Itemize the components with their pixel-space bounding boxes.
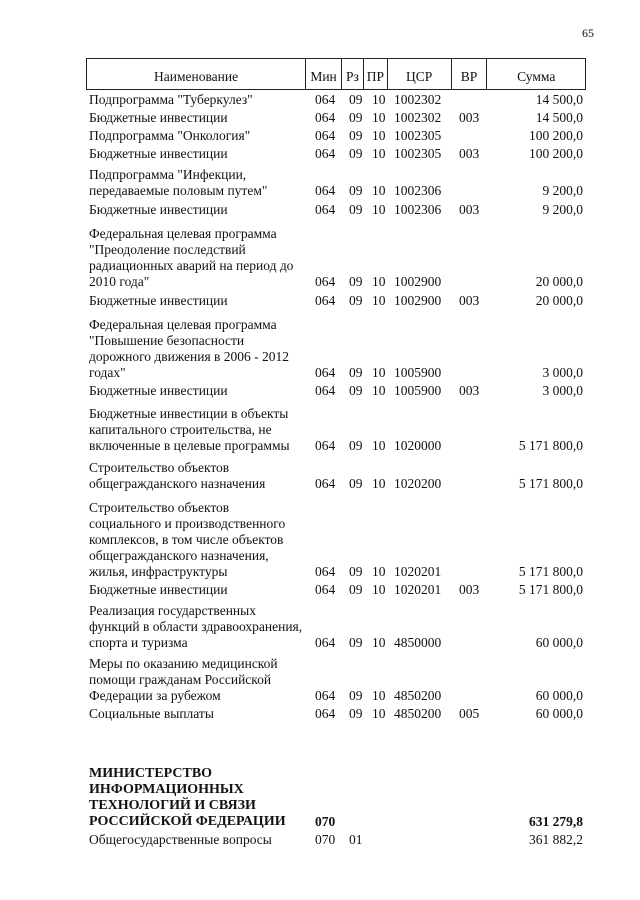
cell-min: 064	[315, 110, 336, 125]
cell-pr: 10	[372, 128, 386, 143]
cell-vr: 003	[459, 110, 480, 125]
cell-rz: 09	[349, 202, 363, 217]
table-row	[89, 458, 586, 492]
cell-rz: 09	[349, 110, 363, 125]
table-row	[89, 832, 586, 848]
cell-rz: 09	[349, 293, 363, 308]
cell-sum: 9 200,0	[542, 202, 583, 217]
table-row	[89, 760, 586, 830]
table-row	[89, 314, 586, 381]
cell-name: Реализация государственных функций в области здравоохранения, спорта и туризма	[89, 603, 303, 650]
cell-pr: 10	[372, 383, 386, 398]
cell-name: Подпрограмма "Инфекции, передаваемые половым путем"	[89, 167, 268, 198]
cell-csr: 1002900	[394, 293, 442, 308]
cell-csr: 1002305	[394, 128, 442, 143]
cell-min: 070	[315, 814, 336, 829]
cell-csr: 4850200	[394, 688, 442, 703]
cell-name: Бюджетные инвестиции	[89, 293, 228, 308]
cell-min: 064	[315, 146, 336, 161]
cell-vr: 003	[459, 202, 480, 217]
cell-csr: 1005900	[394, 365, 442, 380]
cell-rz: 09	[349, 274, 363, 289]
cell-pr: 10	[372, 274, 386, 289]
cell-pr: 10	[372, 476, 386, 491]
cell-rz: 09	[349, 383, 363, 398]
cell-pr: 10	[372, 146, 386, 161]
cell-csr: 1020201	[394, 564, 442, 579]
cell-vr: 005	[459, 706, 480, 721]
cell-csr: 1020201	[394, 582, 442, 597]
cell-csr: 1002302	[394, 110, 442, 125]
cell-sum: 5 171 800,0	[518, 476, 583, 491]
cell-pr: 10	[372, 635, 386, 650]
cell-min: 064	[315, 706, 336, 721]
cell-pr: 10	[372, 564, 386, 579]
cell-sum: 361 882,2	[529, 832, 583, 847]
cell-sum: 100 200,0	[529, 128, 583, 143]
cell-rz: 09	[349, 128, 363, 143]
cell-sum: 20 000,0	[535, 274, 583, 289]
cell-name: Федеральная целевая программа "Преодоление последствий радиационных аварий на период до 2010 года"	[89, 226, 294, 289]
table-row	[89, 223, 586, 290]
header-rz: Рз	[342, 59, 364, 89]
cell-sum: 631 279,8	[529, 814, 583, 829]
header-min: Мин	[306, 59, 342, 89]
cell-name: Подпрограмма "Онкология"	[89, 128, 251, 143]
cell-min: 064	[315, 183, 336, 198]
cell-pr: 10	[372, 365, 386, 380]
cell-csr: 4850000	[394, 635, 442, 650]
cell-name: Бюджетные инвестиции	[89, 202, 228, 217]
header-name: Наименование	[87, 59, 306, 89]
cell-csr: 1002305	[394, 146, 442, 161]
header-pr: ПР	[364, 59, 388, 89]
cell-min: 070	[315, 832, 336, 847]
cell-csr: 1020000	[394, 438, 442, 453]
cell-rz: 01	[349, 832, 363, 847]
cell-name: Строительство объектов общегражданского назначения	[89, 460, 266, 491]
cell-sum: 20 000,0	[535, 293, 583, 308]
cell-vr: 003	[459, 582, 480, 597]
cell-pr: 10	[372, 438, 386, 453]
cell-sum: 14 500,0	[535, 92, 583, 107]
cell-sum: 14 500,0	[535, 110, 583, 125]
cell-sum: 60 000,0	[535, 688, 583, 703]
cell-pr: 10	[372, 293, 386, 308]
cell-name: Строительство объектов социального и производственного комплексов, в том числе объектов общегражданского назначения, жилья, инфраструктуры	[89, 500, 286, 579]
cell-csr: 1020200	[394, 476, 442, 491]
header-sum: Сумма	[517, 69, 556, 84]
cell-pr: 10	[372, 688, 386, 703]
cell-sum: 60 000,0	[535, 635, 583, 650]
table-row	[89, 383, 586, 399]
cell-min: 064	[315, 383, 336, 398]
cell-rz: 09	[349, 183, 363, 198]
cell-name: Бюджетные инвестиции	[89, 582, 228, 597]
cell-pr: 10	[372, 183, 386, 198]
cell-rz: 09	[349, 564, 363, 579]
cell-rz: 09	[349, 688, 363, 703]
cell-rz: 09	[349, 706, 363, 721]
cell-min: 064	[315, 564, 336, 579]
table-row	[89, 582, 586, 598]
cell-sum: 5 171 800,0	[518, 438, 583, 453]
cell-rz: 09	[349, 146, 363, 161]
cell-name: Общегосударственные вопросы	[89, 832, 272, 847]
cell-name: МИНИСТЕРСТВО ИНФОРМАЦИОННЫХ ТЕХНОЛОГИЙ И СВЯЗИ РОССИЙСКОЙ ФЕДЕРАЦИИ	[89, 766, 286, 829]
cell-sum: 3 000,0	[542, 365, 583, 380]
table-row	[89, 293, 586, 309]
cell-name: Социальные выплаты	[89, 706, 214, 721]
cell-sum: 60 000,0	[535, 706, 583, 721]
table-row	[89, 404, 586, 454]
cell-name: Меры по оказанию медицинской помощи гражданам Российской Федерации за рубежом	[89, 656, 278, 703]
cell-csr: 1005900	[394, 383, 442, 398]
table-row	[89, 92, 586, 108]
cell-vr: 003	[459, 383, 480, 398]
cell-rz: 09	[349, 582, 363, 597]
cell-pr: 10	[372, 706, 386, 721]
cell-name: Бюджетные инвестиции в объекты капитального строительства, не включенные в целевые программы	[89, 406, 290, 453]
cell-pr: 10	[372, 582, 386, 597]
cell-min: 064	[315, 635, 336, 650]
table-row	[89, 601, 586, 651]
cell-csr: 1002302	[394, 92, 442, 107]
cell-sum: 3 000,0	[542, 383, 583, 398]
cell-name: Подпрограмма "Туберкулез"	[89, 92, 253, 107]
cell-vr: 003	[459, 293, 480, 308]
cell-min: 064	[315, 92, 336, 107]
cell-csr: 4850200	[394, 706, 442, 721]
cell-sum: 9 200,0	[542, 183, 583, 198]
cell-min: 064	[315, 128, 336, 143]
cell-pr: 10	[372, 202, 386, 217]
table-row	[89, 146, 586, 162]
table-row	[89, 165, 586, 199]
header-vr: ВР	[452, 59, 488, 89]
cell-rz: 09	[349, 635, 363, 650]
cell-min: 064	[315, 293, 336, 308]
cell-rz: 09	[349, 476, 363, 491]
cell-pr: 10	[372, 110, 386, 125]
cell-sum: 100 200,0	[529, 146, 583, 161]
table-row	[89, 706, 586, 722]
cell-csr: 1002306	[394, 202, 442, 217]
table-row	[89, 654, 586, 704]
cell-min: 064	[315, 688, 336, 703]
cell-rz: 09	[349, 365, 363, 380]
header-csr: ЦСР	[388, 59, 452, 89]
cell-min: 064	[315, 365, 336, 380]
cell-name: Бюджетные инвестиции	[89, 383, 228, 398]
cell-pr: 10	[372, 92, 386, 107]
page-number: 65	[582, 26, 594, 40]
table-header	[86, 58, 586, 90]
cell-min: 064	[315, 476, 336, 491]
cell-rz: 09	[349, 92, 363, 107]
cell-csr: 1002900	[394, 274, 442, 289]
table-row	[89, 202, 586, 218]
table-row	[89, 128, 586, 144]
table-row	[89, 110, 586, 126]
cell-min: 064	[315, 582, 336, 597]
cell-min: 064	[315, 438, 336, 453]
cell-rz: 09	[349, 438, 363, 453]
cell-name: Бюджетные инвестиции	[89, 110, 228, 125]
cell-vr: 003	[459, 146, 480, 161]
cell-name: Бюджетные инвестиции	[89, 146, 228, 161]
cell-min: 064	[315, 202, 336, 217]
cell-csr: 1002306	[394, 183, 442, 198]
cell-sum: 5 171 800,0	[518, 564, 583, 579]
table-row	[89, 496, 586, 580]
table-body	[89, 92, 586, 848]
cell-name: Федеральная целевая программа "Повышение безопасности дорожного движения в 2006 - 2012 годах"	[89, 317, 290, 380]
cell-sum: 5 171 800,0	[518, 582, 583, 597]
cell-min: 064	[315, 274, 336, 289]
